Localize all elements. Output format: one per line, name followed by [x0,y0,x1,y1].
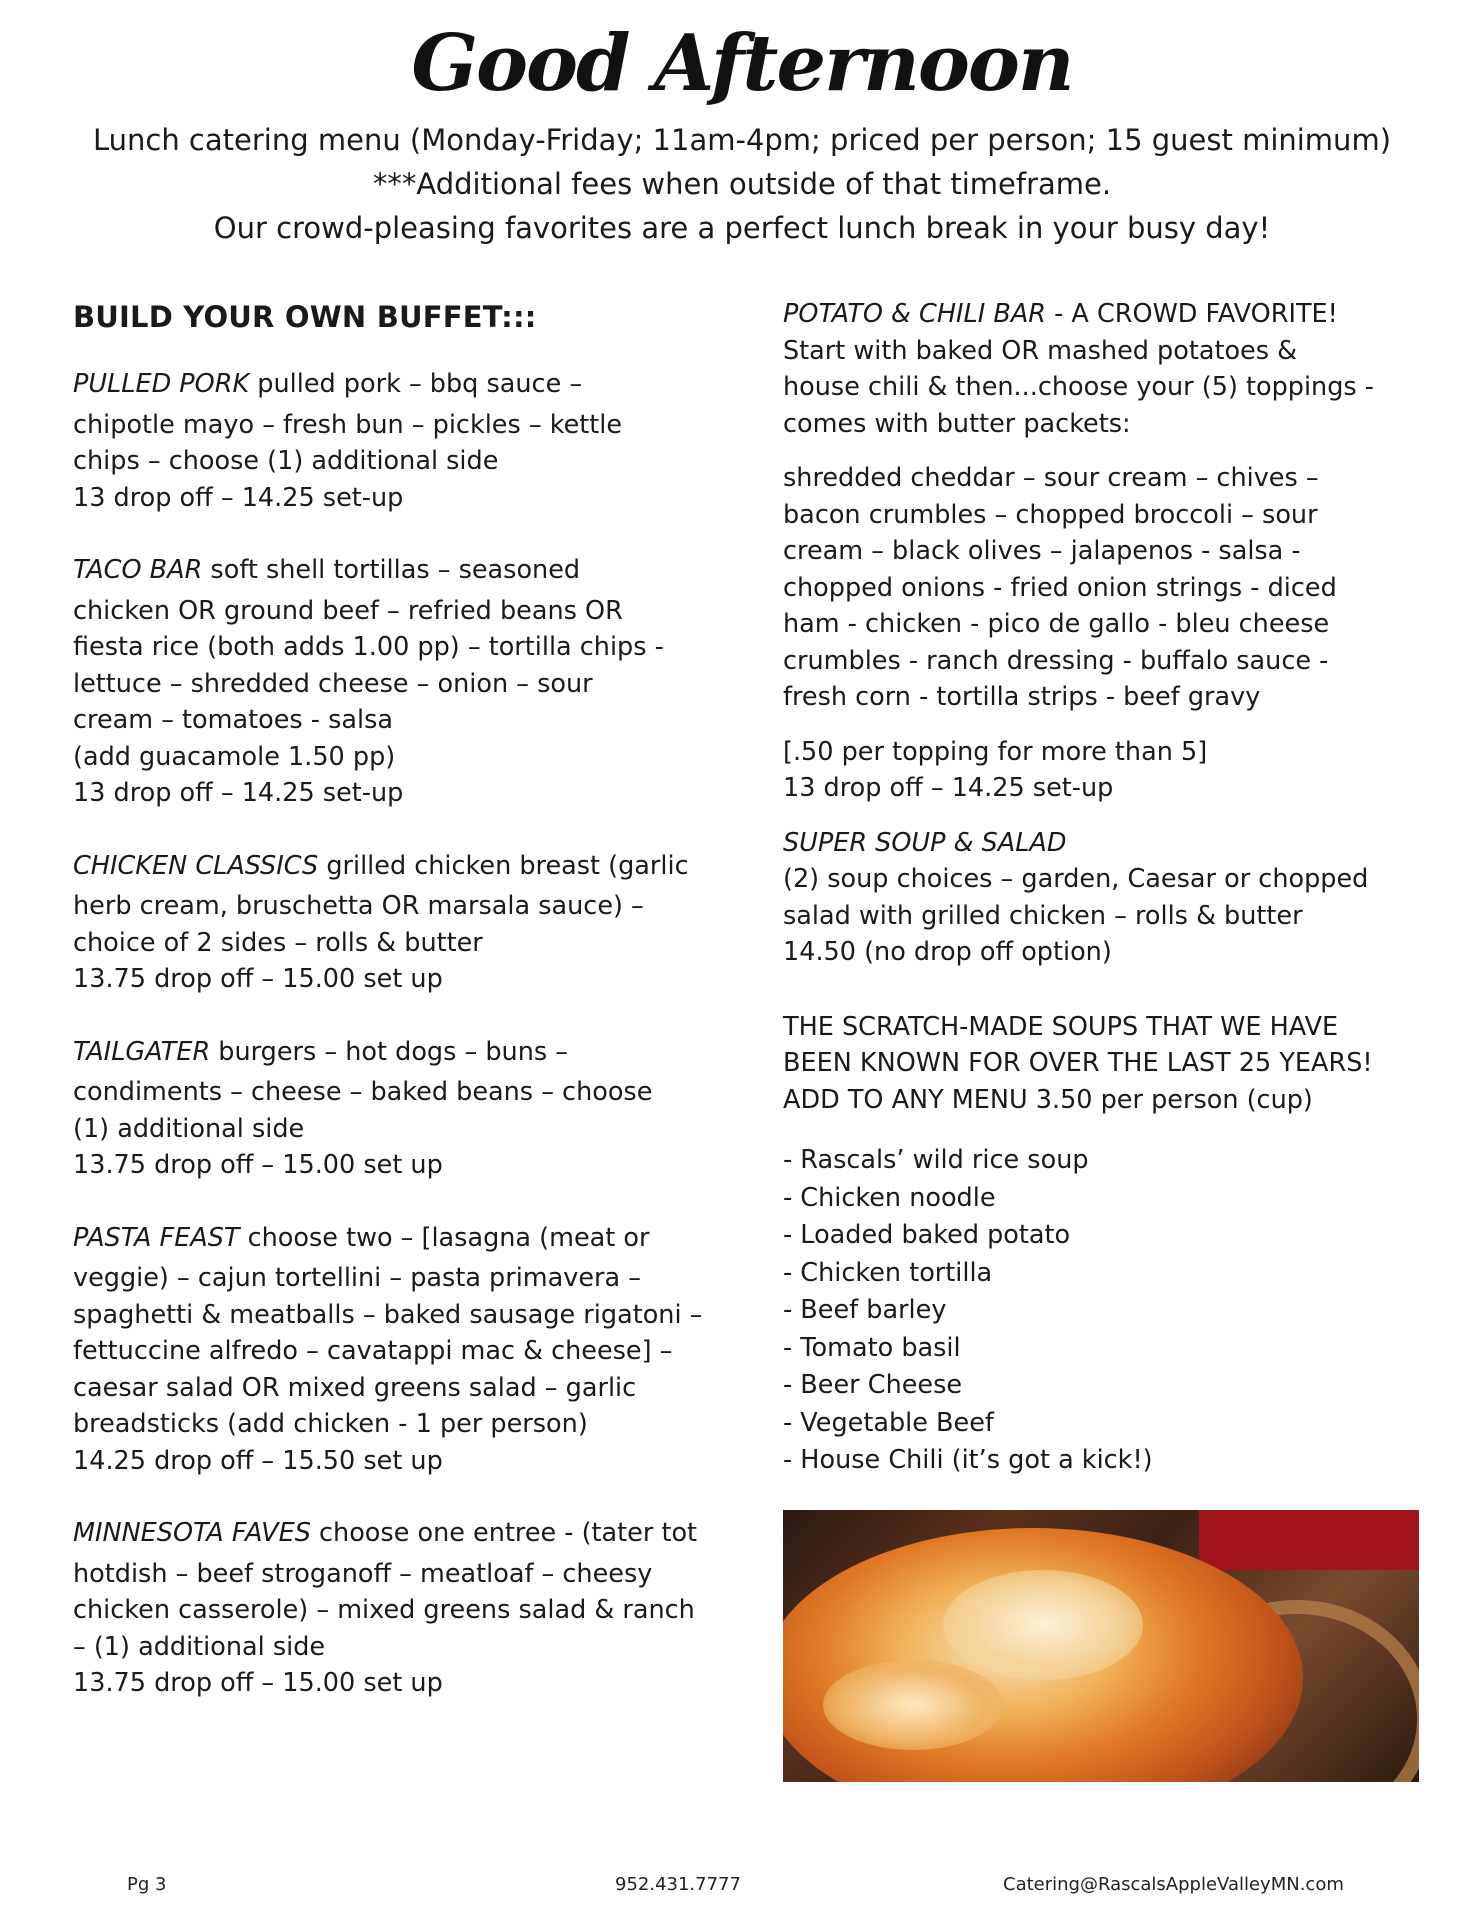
email-address: Catering@RascalsAppleValleyMN.com [1003,1874,1344,1895]
toppings-line: fresh corn - tortilla strips - beef gravy [783,682,1261,712]
intro-line: Lunch catering menu (Monday-Friday; 11am-4pm; priced per person; 15 guest minimum) [92,123,1392,157]
item-name: SUPER SOUP & SALAD [783,827,1067,858]
item-lead: choose two – [lasagna (meat or [239,1222,650,1253]
item-price: 13 drop off – 14.25 set-up [73,778,404,808]
buffet-heading: BUILD YOUR OWN BUFFET::: [73,300,537,334]
intro-line: Our crowd-pleasing favorites are a perfect lunch break in your busy day! [213,211,1271,245]
item-line: Start with baked OR mashed potatoes & [783,335,1298,366]
intro-line: ***Additional fees when outside of that timeframe. [372,167,1112,201]
list-item: - Beef barley [783,1295,947,1325]
toppings-line: ham - chicken - pico de gallo - bleu cheese [783,609,1330,639]
list-item: - Rascals’ wild rice soup [783,1145,1089,1175]
item-line: salad with grilled chicken – rolls & butter [783,900,1303,931]
menu-item-pasta-feast [73,1220,713,1480]
list-item: - Chicken noodle [783,1182,996,1213]
item-line: herb cream, bruschetta OR marsala sauce) – [73,891,644,921]
list-item: - House Chili (it’s got a kick!) [783,1445,1153,1475]
note-line: THE SCRATCH-MADE SOUPS THAT WE HAVE [783,1011,1339,1042]
item-line: breadsticks (add chicken - 1 per person) [73,1409,588,1439]
item-lead: choose one entree - (tater tot [310,1518,698,1548]
item-name: PASTA FEAST [73,1222,240,1253]
left-column [73,296,713,1738]
item-name: PULLED PORK [73,369,250,399]
item-line: choice of 2 sides – rolls & butter [73,927,483,958]
intro [40,118,1444,250]
menu-item-pulled-pork [73,366,713,516]
item-line: caesar salad OR mixed greens salad – garlic [73,1372,637,1403]
item-line: chipotle mayo – fresh bun – pickles – kettle [73,409,623,440]
phone-number: 952.431.7777 [615,1874,741,1895]
item-line: chicken OR ground beef – refried beans OR [73,595,623,626]
toppings-list [783,460,1423,716]
page-title: Good Afternoon [411,18,1073,109]
potato-chili-bar [783,296,1423,442]
soup-list [783,1142,1423,1480]
item-line: spaghetti & meatballs – baked sausage rigatoni – [73,1299,703,1330]
item-line: (1) additional side [73,1113,305,1144]
menu-item-chicken-classics [73,848,713,998]
item-price: 13 drop off – 14.25 set-up [783,773,1114,803]
list-item: - Vegetable Beef [783,1407,994,1438]
item-price: 13 drop off – 14.25 set-up [73,482,404,513]
menu-item-tailgater [73,1034,713,1184]
toppings-line: crumbles - ranch dressing - buffalo sauce - [783,645,1329,676]
item-name: MINNESOTA FAVES [73,1518,311,1548]
item-lead: grilled chicken breast (garlic [318,850,689,881]
item-line: chips – choose (1) additional side [73,446,499,476]
item-line: (add guacamole 1.50 pp) [73,741,396,772]
potato-price [783,734,1423,807]
toppings-line: cream – black olives – jalapenos - salsa - [783,536,1301,566]
item-line: [.50 per topping for more than 5] [783,736,1208,767]
item-name: TAILGATER [73,1036,211,1067]
page-number: Pg 3 [127,1874,167,1895]
pasta-photo [783,1510,1419,1782]
item-line: – (1) additional side [73,1631,326,1662]
item-line: cream – tomatoes - salsa [73,705,394,735]
scratch-soups-note [783,1009,1423,1119]
list-item: - Beer Cheese [783,1370,963,1400]
toppings-line: shredded cheddar – sour cream – chives – [783,463,1319,493]
item-price: 14.50 (no drop off option) [783,937,1112,967]
item-lead: pulled pork – bbq sauce – [249,369,583,399]
item-line: chicken casserole) – mixed greens salad & ranch [73,1595,695,1625]
item-line: hotdish – beef stroganoff – meatloaf – cheesy [73,1558,653,1589]
right-column [783,296,1423,1782]
item-line: (2) soup choices – garden, Caesar or chopped [783,864,1369,894]
item-line: lettuce – shredded cheese – onion – sour [73,668,593,699]
item-line: condiments – cheese – baked beans – choose [73,1077,653,1107]
item-line: fettuccine alfredo – cavatappi mac & cheese] – [73,1336,673,1366]
item-price: 13.75 drop off – 15.00 set up [73,1150,443,1180]
item-line: house chili & then...choose your (5) toppings - [783,372,1374,402]
menu-item-minnesota-faves [73,1515,713,1702]
item-lead: - A CROWD FAVORITE! [1046,299,1338,329]
item-lead: burgers – hot dogs – buns – [210,1036,569,1067]
list-item: - Chicken tortilla [783,1257,993,1288]
item-price: 13.75 drop off – 15.00 set up [73,1668,443,1698]
note-line: ADD TO ANY MENU 3.50 per person (cup) [783,1084,1313,1115]
item-name: POTATO & CHILI BAR [783,299,1047,329]
soup-salad [783,825,1423,971]
item-name: TACO BAR [73,555,203,585]
toppings-line: bacon crumbles – chopped broccoli – sour [783,499,1318,530]
list-item: - Loaded baked potato [783,1220,1071,1250]
item-line: fiesta rice (both adds 1.00 pp) – tortilla chips - [73,632,664,662]
note-line: BEEN KNOWN FOR OVER THE LAST 25 YEARS! [783,1048,1373,1078]
item-name: CHICKEN CLASSICS [73,850,319,881]
menu-item-taco-bar [73,552,713,812]
item-price: 14.25 drop off – 15.50 set up [73,1445,443,1476]
item-price: 13.75 drop off – 15.00 set up [73,964,443,994]
list-item: - Tomato basil [783,1332,961,1363]
item-line: veggie) – cajun tortellini – pasta primavera – [73,1263,642,1293]
item-lead: soft shell tortillas – seasoned [202,555,581,585]
toppings-line: chopped onions - fried onion strings - diced [783,572,1337,603]
item-line: comes with butter packets: [783,408,1131,439]
